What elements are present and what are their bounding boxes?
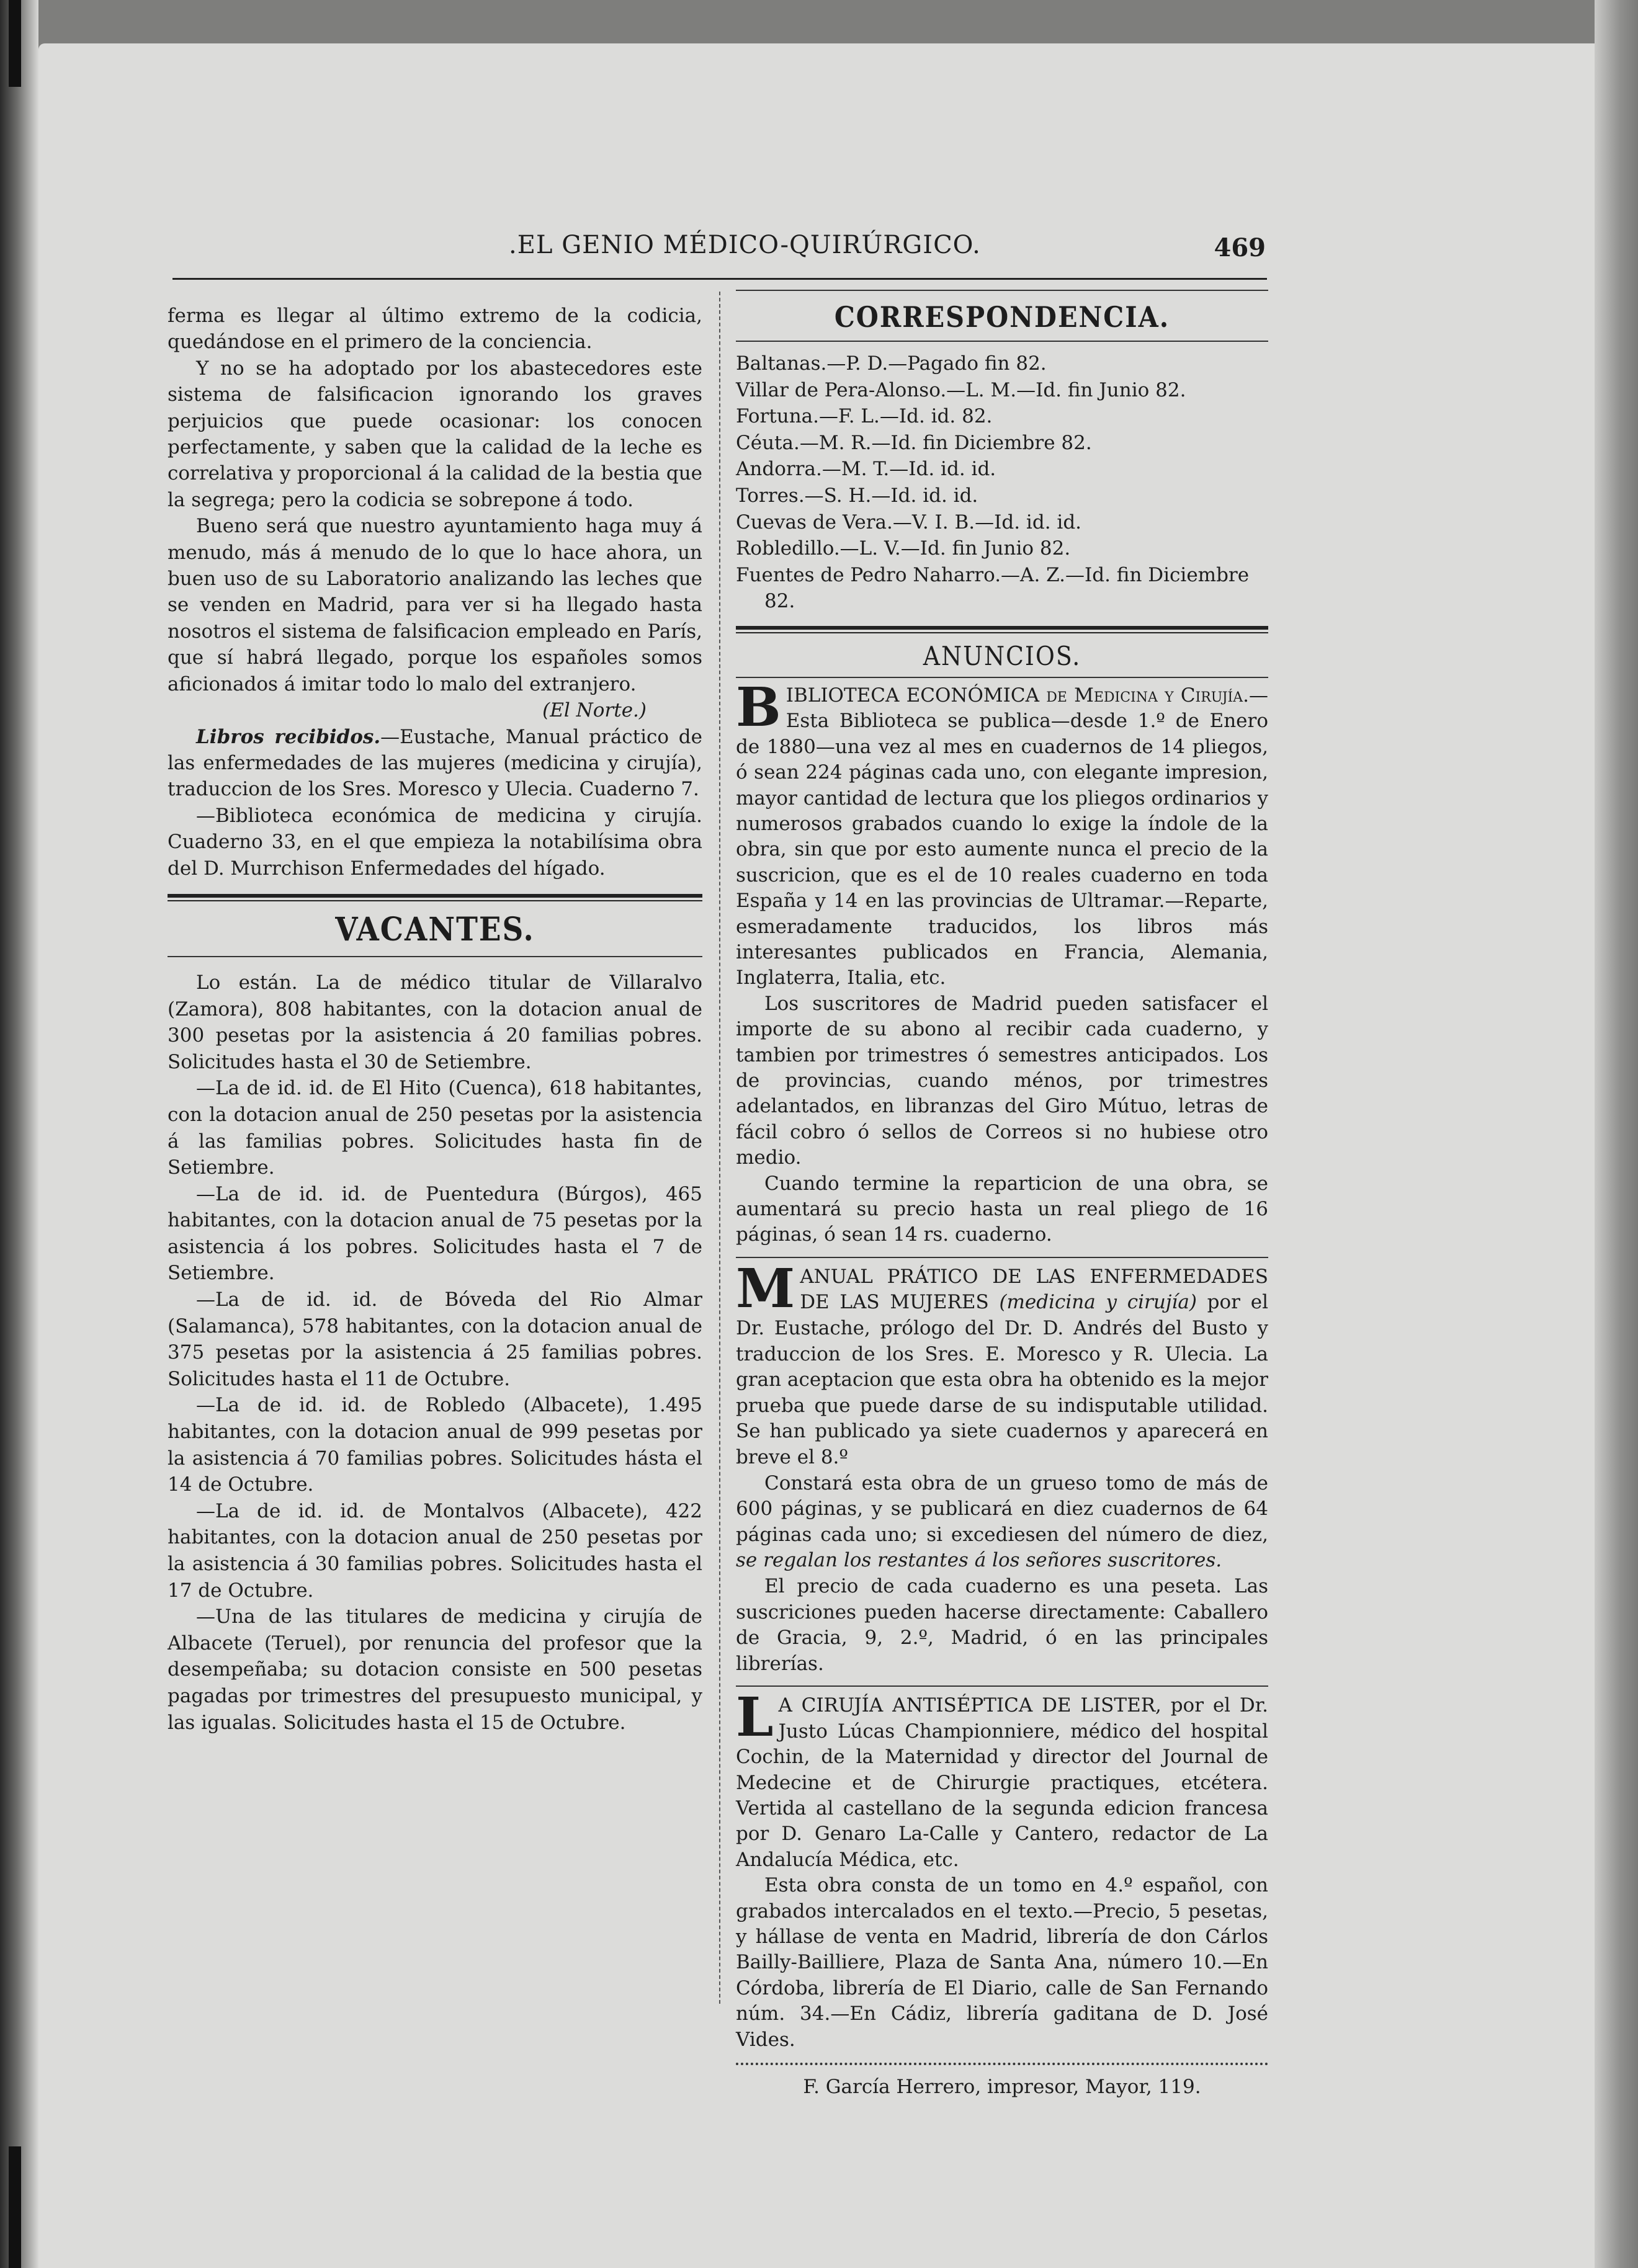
left-column <box>168 303 702 1736</box>
article-paragraph: Y no se ha adoptado por los abastecedores este sistema de falsificacion ignorando los graves perjuicios que puede ocasionar: los conocen perfectamente, y saben que la calidad de la leche es correlativa y proporcional á la calidad de la bestia que la segrega; pero la codicia se sobrepone á todo. <box>168 357 702 511</box>
correspondence-entry: Céuta.—M. R.—Id. fin Diciembre 82. <box>736 431 1092 454</box>
ad-manual-heading: ANUAL PRÁTICO DE LAS ENFERMEDADES DE LAS MUJERES <box>800 1265 1268 1314</box>
correspondence-entry: Fuentes de Pedro Naharro.—A. Z.—Id. fin Diciembre 82. <box>736 563 1250 613</box>
header-rule <box>172 278 1267 280</box>
article-paragraph: Bueno será que nuestro ayuntamiento haga muy á menudo, más á menudo de lo que lo hace ahora, un buen uso de su Laboratorio analizando las leches que se venden en Madrid, para ver si ha llegado hasta nosotros el sistema de falsificacion empleado en París, que sí habrá llegado, porque los españoles somos aficionados á imitar todo lo malo del extranjero. <box>168 515 702 695</box>
ad-manual-lead <box>736 1257 1269 1471</box>
ad-manual-paragraph: El precio de cada cuaderno es una peseta. Las suscriciones pueden hacerse directamente: Caballero de Gracia, 9, 2.º, Madrid, ó en las principales librerías. <box>736 1575 1268 1675</box>
vacancy-item: —La de id. id. de El Hito (Cuenca), 618 habitantes, con la dotacion anual de 250 pesetas por la asistencia á las familias pobres. Solicitudes hasta fin de Setiembre. <box>168 1077 702 1179</box>
section-rule <box>736 290 1268 291</box>
vacancy-item: —La de id. id. de Puentedura (Búrgos), 465 habitantes, con la dotacion anual de 75 pesetas por la asistencia á los pobres. Solicitudes hasta el 7 de Setiembre. <box>168 1182 702 1285</box>
anuncios-title: ANUNCIOS. <box>923 640 1081 671</box>
section-double-rule <box>736 626 1268 633</box>
ad-manual-paragraph <box>736 1471 1268 1574</box>
books-received-paragraph <box>168 724 702 803</box>
correspondence-list <box>736 350 1268 615</box>
ad-cirujia-antiseptica <box>736 1686 1268 2053</box>
correspondence-entry: Robledillo.—L. V.—Id. fin Junio 82. <box>736 537 1071 560</box>
page-edge-right <box>1595 0 1638 2268</box>
column-divider <box>719 292 720 2004</box>
vacancy-item: —Una de las titulares de medicina y cirujía de Albacete (Teruel), por renuncia del profesor que la desempeñaba; su dotacion consiste en 500 pesetas pagadas por trimestres del presupuesto municipal, y las igualas. Solicitudes hasta el 15 de Octubre. <box>168 1605 702 1734</box>
ad-biblioteca-body: —Esta Biblioteca se publica—desde 1.º de Enero de 1880—una vez al mes en cuadernos de 14 pliegos, ó sean 224 páginas cada uno, con elegante impresion, mayor cantidad de lectura que los pliegos ordinarios y numerosos grabados cuando lo exige la índole de la obra, sin que por esto aumente nunca el precio de la suscricion, que es el de 10 reales cuaderno en toda España y 14 en las provincias de Ultramar.—Reparte, esmeradamente traducidos, los libros más interesantes publicados en Francia, Alemania, Inglaterra, Italia, etc. <box>736 684 1268 989</box>
vacancy-item: —La de id. id. de Montalvos (Albacete), 422 habitantes, con la dotacion anual de 250 pesetas por la asistencia á 30 familias pobres. Solicitudes hasta el 17 de Octubre. <box>168 1499 702 1602</box>
running-header <box>174 231 1266 268</box>
correspondencia-title: CORRESPONDENCIA. <box>834 300 1170 334</box>
spine-mark-top <box>9 0 21 87</box>
ad-biblioteca-paragraph: Cuando termine la reparticion de una obra, se aumentará su precio hasta un real pliego de 16 páginas, ó sean 14 rs. cuaderno. <box>736 1172 1268 1246</box>
right-column <box>736 282 1268 2100</box>
ad-cirujia-heading: A CIRUJÍA ANTISÉPTICA DE LISTER, <box>778 1694 1161 1717</box>
ad-manual-paragraph-italic: se regalan los restantes á los señores suscritores. <box>736 1549 1222 1572</box>
printer-imprint: F. García Herrero, impresor, Mayor, 119. <box>803 2076 1201 2099</box>
dropcap-m: M <box>736 1257 795 1320</box>
ad-biblioteca-heading: IBLIOTECA ECONÓMICA de Medicina y Cirujía. <box>785 684 1249 707</box>
journal-title: .EL GENIO MÉDICO-QUIRÚRGICO. <box>509 231 981 259</box>
ad-manual-body: por el Dr. Eustache, prólogo del Dr. D. Andrés del Busto y traduccion de los Sres. E. Moresco y R. Ulecia. La gran aceptacion que esta obra ha obtenido es la mejor prueba que puede darse de su indisputable utilidad. Se han publicado ya siete cuadernos y aparecerá en breve el 8.º <box>736 1291 1269 1469</box>
books-received-paragraph-2: —Biblioteca económica de medicina y cirujía. Cuaderno 33, en el que empieza la notabilísima obra del D. Murrchison Enfermedades del hígado. <box>168 804 702 880</box>
section-rule <box>736 341 1268 342</box>
ad-cirujia-paragraph: Esta obra consta de un tomo en 4.º español, con grabados intercalados en el texto.—Precio, 5 pesetas, y hállase de venta en Madrid, librería de don Cárlos Bailly-Bailliere, Plaza de Santa Ana, número 10.—En Córdoba, librería de El Diario, calle de San Fernando núm. 34.—En Cádiz, librería gaditana de D. José Vides. <box>736 1874 1268 2051</box>
dropcap-l: L <box>736 1686 774 1749</box>
vacancy-item: Lo están. La de médico titular de Villaralvo (Zamora), 808 habitantes, con la dotacion anual de 300 pesetas por la asistencia á 20 familias pobres. Solicitudes hasta el 30 de Setiembre. <box>168 971 702 1073</box>
article-source: (El Norte.) <box>542 699 647 722</box>
spine-mark-bottom <box>9 2146 21 2268</box>
page-number: 469 <box>1214 233 1266 262</box>
ad-manual-heading-italic: (medicina y cirujía) <box>999 1291 1197 1314</box>
correspondence-entry: Fortuna.—F. L.—Id. id. 82. <box>736 405 993 428</box>
correspondence-entry: Cuevas de Vera.—V. I. B.—Id. id. id. <box>736 511 1082 534</box>
books-received-text: —Eustache, Manual práctico de las enfermedades de las mujeres (medicina y cirujía), traduccion de los Sres. Moresco y Ulecia. Cuaderno 7. <box>168 725 702 801</box>
ad-cirujia-lead <box>736 1686 1268 1873</box>
vacantes-title: VACANTES. <box>335 910 535 949</box>
correspondence-entry: Torres.—S. H.—Id. id. id. <box>736 484 978 507</box>
ad-manual-practico <box>736 1257 1269 1677</box>
imprint-rule <box>736 2063 1268 2065</box>
correspondence-entry: Andorra.—M. T.—Id. id. id. <box>736 458 996 481</box>
section-double-rule <box>168 894 702 901</box>
ad-separator <box>736 1685 1268 1687</box>
ad-manual-paragraph-text: Constará esta obra de un grueso tomo de más de 600 páginas, y se publicará en diez cuadernos de 64 páginas cada uno; si excediesen del número de diez, <box>736 1471 1268 1546</box>
books-received-heading: Libros recibidos. <box>196 725 381 748</box>
correspondence-entry: Baltanas.—P. D.—Pagado fin 82. <box>736 352 1047 375</box>
section-rule <box>168 956 702 957</box>
book-spine-shadow <box>0 0 38 2268</box>
ad-biblioteca <box>736 676 1268 1248</box>
ad-separator <box>736 1257 1268 1258</box>
article-paragraph: ferma es llegar al último extremo de la codicia, quedándose en el primero de la conciencia. <box>168 305 702 354</box>
dropcap-b: B <box>736 676 781 739</box>
ad-biblioteca-lead <box>736 676 1268 991</box>
section-rule <box>736 677 1268 678</box>
correspondence-entry: Villar de Pera-Alonso.—L. M.—Id. fin Junio 82. <box>736 378 1186 401</box>
ad-biblioteca-paragraph: Los suscritores de Madrid pueden satisfacer el importe de su abono al recibir cada cuaderno, y tambien por trimestres ó semestres anticipados. Los de provincias, cuando ménos, por trimestres adelantados, en libranzas del Giro Mútuo, letras de fácil cobro ó sellos de Correos si no hubiese otro medio. <box>736 992 1268 1169</box>
vacancy-item: —La de id. id. de Robledo (Albacete), 1.495 habitantes, con la dotacion anual de 999 pesetas por la asistencia á 70 familias pobres. Solicitudes hásta el 14 de Octubre. <box>168 1394 702 1496</box>
ad-cirujia-body: por el Dr. Justo Lúcas Championniere, médico del hospital Cochin, de la Maternidad y director del Journal de Medecine et de Chirurgie practiques, etcétera. Vertida al castellano de la segunda edicion francesa por D. Genaro La-Calle y Cantero, redactor de La Andalucía Médica, etc. <box>736 1694 1268 1871</box>
vacancy-item: —La de id. id. de Bóveda del Rio Almar (Salamanca), 578 habitantes, con la dotacion anual de 375 pesetas por la asistencia á 25 familias pobres. Solicitudes hasta el 11 de Octubre. <box>168 1288 702 1390</box>
